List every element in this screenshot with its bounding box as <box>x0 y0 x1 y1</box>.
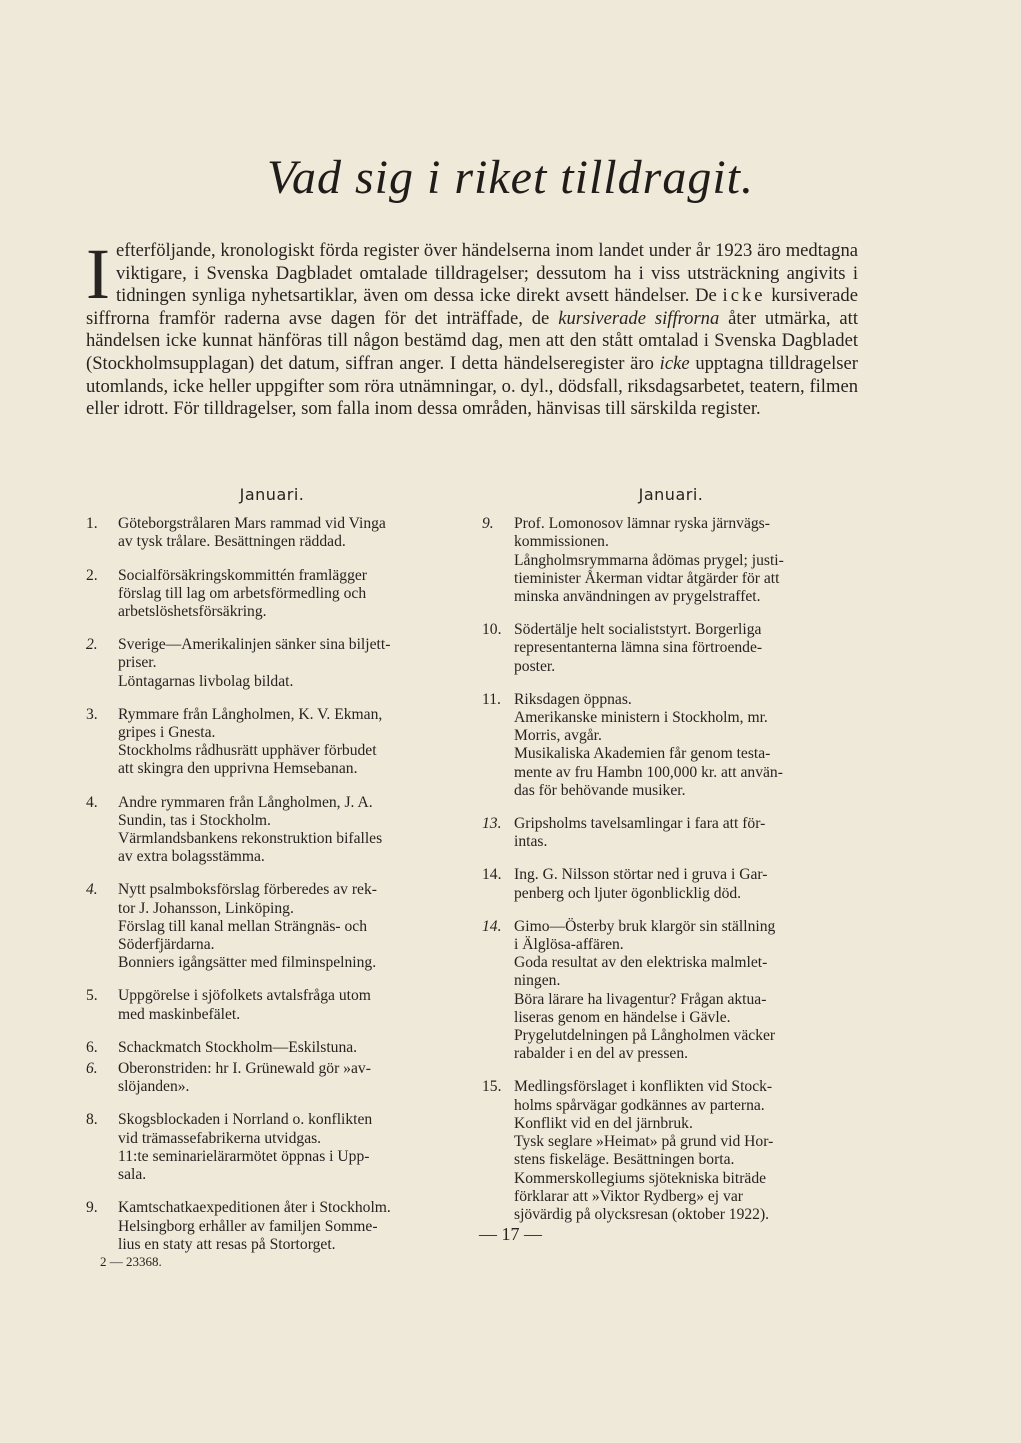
entry-line: liseras genom en händelse i Gävle. <box>514 1008 731 1026</box>
list-item <box>482 515 860 606</box>
month-heading-left: Januari. <box>239 485 305 504</box>
entry-text <box>118 515 458 551</box>
list-item <box>86 794 458 867</box>
entry-line: Schackmatch Stockholm—Eskilstuna. <box>118 1038 358 1056</box>
entry-date: 8. <box>86 1111 98 1129</box>
entry-line: Långholmsrymmarna ådömas prygel; justi- <box>514 551 784 569</box>
page-number: — 17 — <box>479 1224 542 1244</box>
entry-line: mente av fru Hambn 100,000 kr. att använ- <box>514 763 783 781</box>
entry-line: gripes i Gnesta. <box>118 724 216 742</box>
entry-line: Amerikanske ministern i Stockholm, mr. <box>514 709 768 727</box>
entry-line: Konflikt vid en del järnbruk. <box>514 1114 693 1132</box>
entry-date: 10. <box>482 621 502 639</box>
entry-date: 14. <box>482 866 502 884</box>
entry-text <box>514 815 860 851</box>
entry-line: poster. <box>514 657 556 675</box>
entry-line: av extra bolagsstämma. <box>118 848 265 866</box>
entry-line: Riksdagen öppnas. <box>514 690 632 708</box>
entry-line: av tysk trålare. Besättningen räddad. <box>118 533 346 551</box>
entry-text <box>118 706 458 779</box>
entry-line: stens fiskeläge. Besättningen borta. <box>514 1151 735 1169</box>
list-item <box>86 515 458 551</box>
entry-line: Skogsblockaden i Norrland o. konflikten <box>118 1111 373 1129</box>
entry-line: vid trämassefabrikerna utvidgas. <box>118 1129 322 1147</box>
list-item <box>86 1111 458 1184</box>
entry-date: 4. <box>86 793 98 811</box>
entry-line: Södertälje helt socialiststyrt. Borgerliga <box>514 621 762 639</box>
entry-line: i Älglösa-affären. <box>514 936 624 954</box>
entry-line: tieminister Åkerman vidtar åtgärder för att <box>514 569 780 587</box>
entry-text <box>118 636 458 691</box>
entry-line: Socialförsäkringskommittén framlägger <box>118 566 367 584</box>
entry-date: 15. <box>482 1078 502 1096</box>
list-item <box>482 1078 860 1224</box>
entry-line: Medlingsförslaget i konflikten vid Stock- <box>514 1078 773 1096</box>
entry-line: förslag till lag om arbetsförmedling och <box>118 584 367 602</box>
intro-text-2: kursiverade siffrorna framför raderna avse dagen för det inträffade, de <box>86 285 858 329</box>
entry-line: Göteborgstrålaren Mars rammad vid Vinga <box>118 515 386 533</box>
intro-paragraph <box>86 234 858 421</box>
entry-date: 5. <box>86 987 98 1005</box>
entry-date: 1. <box>86 515 98 533</box>
entry-line: slöjanden». <box>118 1078 190 1096</box>
printer-signature: 2 — 23368. <box>100 1254 162 1269</box>
entry-line: Gimo—Österby bruk klargör sin ställning <box>514 917 776 935</box>
entry-line: holms spårvägar godkännes av parterna. <box>514 1096 765 1114</box>
entry-text <box>118 567 458 622</box>
entry-text <box>514 691 860 800</box>
entry-line: sala. <box>118 1166 147 1184</box>
entry-line: Morris, avgår. <box>514 727 602 745</box>
entry-text <box>514 515 860 606</box>
list-item <box>482 918 860 1064</box>
entry-line: Nytt psalmboksförslag förberedes av rek- <box>118 881 377 899</box>
entry-date: 14. <box>482 917 502 935</box>
entry-line: minska användningen av prygelstraffet. <box>514 588 761 606</box>
entry-text <box>118 987 458 1023</box>
entry-line: Böra lärare ha livagentur? Frågan aktua- <box>514 990 767 1008</box>
entry-text <box>514 918 860 1064</box>
entry-line: Oberonstriden: hr I. Grünewald gör »av- <box>118 1060 371 1078</box>
entry-line: rabalder i en del av pressen. <box>514 1045 689 1063</box>
entry-date: 2. <box>86 636 98 654</box>
right-column <box>482 486 860 1239</box>
entry-line: Ing. G. Nilsson störtar ned i gruva i Gar- <box>514 866 768 884</box>
list-item <box>86 636 458 691</box>
entry-line: Prygelutdelningen på Långholmen väcker <box>514 1027 776 1045</box>
entry-date: 4. <box>86 881 98 899</box>
entry-line: Musikaliska Akademien får genom testa- <box>514 745 771 763</box>
intro-text-4: upptagna tilldragelser utomlands, icke heller uppgifter som röra utnämningar, o. dyl., dödsfall, riksdagsarbetet, teatern, filmen eller idrott. För tilldragelser, som falla inom dessa områden, hänvisas till särskilda register. <box>86 352 858 420</box>
entry-line: med maskinbefälet. <box>118 1005 241 1023</box>
list-item <box>482 621 860 676</box>
entry-line: penberg och ljuter ögonblicklig död. <box>514 884 742 902</box>
left-column <box>86 486 458 1269</box>
list-item <box>482 691 860 800</box>
entry-line: Söderfjärdarna. <box>118 936 215 954</box>
entry-line: förklarar att »Viktor Rydberg» ej var <box>514 1187 743 1205</box>
entry-line: Gripsholms tavelsamlingar i fara att för- <box>514 815 766 833</box>
entry-line: Goda resultat av den elektriska malmlet- <box>514 954 768 972</box>
entry-line: att skingra den upprivna Hemsebanan. <box>118 760 358 778</box>
entry-line: Andre rymmaren från Långholmen, J. A. <box>118 793 373 811</box>
entry-line: 11:te seminarielärarmötet öppnas i Upp- <box>118 1147 370 1165</box>
entry-line: Sundin, tas i Stockholm. <box>118 811 271 829</box>
entry-date: 9. <box>482 515 494 533</box>
entry-text <box>514 866 860 902</box>
entry-text <box>118 1111 458 1184</box>
list-item <box>86 706 458 779</box>
entry-line: Värmlandsbankens rekonstruktion bifalles <box>118 830 383 848</box>
entry-line: Stockholms rådhusrätt upphäver förbudet <box>118 742 377 760</box>
entry-date: 2. <box>86 566 98 584</box>
entry-line: Bonniers igångsätter med filminspelning. <box>118 954 377 972</box>
drop-cap: I <box>86 234 110 314</box>
entry-list-left <box>86 515 458 1254</box>
entry-date: 6. <box>86 1060 98 1078</box>
entry-text <box>118 881 458 972</box>
entry-line: Helsingborg erhåller av familjen Somme- <box>118 1217 378 1235</box>
entry-line: representanterna lämna sina förtroende- <box>514 639 763 657</box>
entry-line: arbetslöshetsförsäkring. <box>118 603 267 621</box>
entry-line: Uppgörelse i sjöfolkets avtalsfråga utom <box>118 987 371 1005</box>
entry-line: lius en staty att resas på Stortorget. <box>118 1235 336 1253</box>
list-item <box>86 987 458 1023</box>
entry-line: priser. <box>118 654 157 672</box>
entry-line: ningen. <box>514 972 561 990</box>
intro-text-1: efterföljande, kronologiskt förda register över händelserna inom landet under år 1923 äro medtagna viktigare, i Svenska Dagbladet omtalade tilldragelser; dessutom ha i viss utsträckning angivits i tidningen synliga nyhetsartiklar, även om dessa icke direkt avsett händelser. De <box>115 240 858 307</box>
entry-date: 3. <box>86 705 98 723</box>
entry-line: das för behövande musiker. <box>514 781 686 799</box>
list-item <box>482 866 860 902</box>
entry-list-right <box>482 515 860 1224</box>
entry-line: Prof. Lomonosov lämnar ryska järnvägs- <box>514 515 770 533</box>
intro-icke-italic: icke <box>659 352 690 374</box>
intro-text-3: åter utmärka, att händelsen icke kunnat hänföras till någon bestämd dag, men att den stått omtalad i Svenska Dagbladet (Stockholmsupplagan) det datum, siffran anger. I detta händelseregister äro <box>86 307 858 374</box>
month-heading-right: Januari. <box>638 485 704 504</box>
entry-text <box>514 621 860 676</box>
list-item <box>86 881 458 972</box>
list-item <box>86 567 458 622</box>
entry-text <box>514 1078 860 1224</box>
entry-date: 9. <box>86 1199 98 1217</box>
entry-line: kommissionen. <box>514 533 609 551</box>
list-item <box>86 1039 458 1057</box>
entry-date: 11. <box>482 690 501 708</box>
list-item <box>86 1060 458 1096</box>
intro-icke: icke <box>722 285 766 307</box>
entry-text <box>118 1060 458 1096</box>
entry-line: Kommerskollegiums sjötekniska biträde <box>514 1169 767 1187</box>
entry-line: sjövärdig på olycksresan (oktober 1922). <box>514 1205 770 1223</box>
entry-date: 13. <box>482 815 502 833</box>
entry-line: Sverige—Amerikalinjen sänker sina biljett- <box>118 636 391 654</box>
entry-line: Förslag till kanal mellan Strängnäs- och <box>118 917 368 935</box>
entry-line: tor J. Johansson, Linköping. <box>118 899 294 917</box>
entry-line: Tysk seglare »Heimat» på grund vid Hor- <box>514 1133 774 1151</box>
entry-date: 6. <box>86 1038 98 1056</box>
entry-text <box>118 1039 458 1057</box>
entry-text <box>118 794 458 867</box>
intro-kursiverade: kursiverade siffrorna <box>558 307 720 329</box>
entry-line: Kamtschatkaexpeditionen åter i Stockholm. <box>118 1199 391 1217</box>
entry-line: Rymmare från Långholmen, K. V. Ekman, <box>118 705 383 723</box>
list-item <box>482 815 860 851</box>
page-title: Vad sig i riket tilldragit. <box>266 151 754 204</box>
entry-line: intas. <box>514 833 548 851</box>
entry-line: Löntagarnas livbolag bildat. <box>118 672 294 690</box>
